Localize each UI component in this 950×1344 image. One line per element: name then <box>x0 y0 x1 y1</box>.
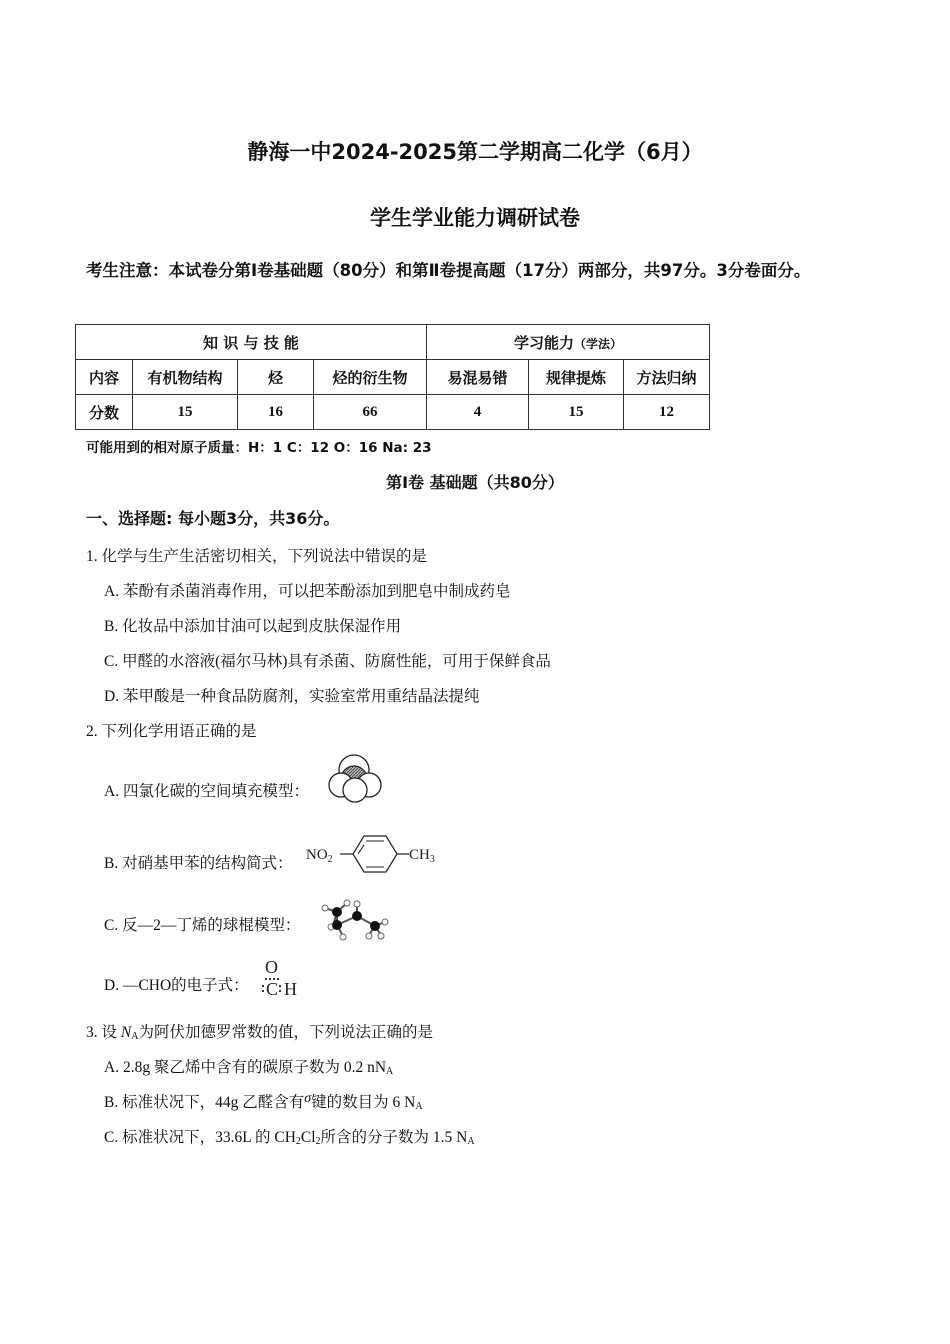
table-group-ability <box>427 325 710 360</box>
score-cell: 4 <box>427 395 529 430</box>
score-table <box>75 324 710 430</box>
nitro-group-label: $NO_2$ <box>306 847 333 865</box>
cho-electron-formula <box>260 955 304 1001</box>
exam-title: 静海一中2024-2025第二学期高二化学（6月） <box>247 140 703 164</box>
p-nitrotoluene-structure <box>306 832 441 874</box>
table-group-ability-note: （学法） <box>574 336 623 351</box>
q3-option-c-text2: Cl <box>300 1129 316 1146</box>
atomic-masses: 可能用到的相对原子质量：H：1 C：12 O：16 Na: 23 <box>86 440 432 456</box>
q3-symbol: N <box>120 1024 132 1041</box>
score-cell: 66 <box>314 395 427 430</box>
q3-option-c-sub1: 2 <box>295 1136 301 1147</box>
q3-option-b <box>104 1090 423 1112</box>
q3-option-c-sub3: A <box>467 1136 475 1147</box>
exam-notice: 考生注意：本试卷分第Ⅰ卷基础题（80分）和第Ⅱ卷提高题（17分）两部分，共97分。3分卷面分。 <box>86 261 811 280</box>
q3-option-a-text: A. 2.8g 聚乙烯中含有的碳原子数为 0.2 nN <box>104 1059 387 1076</box>
q3-option-a-sub: A <box>386 1066 394 1077</box>
q3-option-c-text3: 所含的分子数为 1.5 N <box>320 1129 468 1146</box>
q2-option-a: A. 四氯化碳的空间填充模型： <box>104 783 309 800</box>
column-header: 有机物结构 <box>133 360 238 395</box>
q3-stem <box>86 1020 433 1042</box>
score-cell: 15 <box>133 395 238 430</box>
score-cell: 15 <box>529 395 624 430</box>
row-label-content: 内容 <box>76 360 133 395</box>
q2-option-c: C. 反—2—丁烯的球棍模型： <box>104 917 301 934</box>
table-group-ability-label: 学习能力 <box>513 333 574 352</box>
electron-formula-oxygen: O <box>265 957 278 977</box>
q3-option-b-sub: A <box>415 1101 423 1112</box>
sigma-symbol: σ <box>304 1091 312 1106</box>
electron-formula-hydrogen: H <box>284 979 297 999</box>
part1-title: 第Ⅰ卷 基础题（共80分） <box>386 473 564 492</box>
column-header: 烃 <box>238 360 314 395</box>
trans-2-butene-ball-stick-model <box>313 895 391 945</box>
column-header: 规律提炼 <box>529 360 624 395</box>
methyl-group-label: $CH_3$ <box>409 847 435 865</box>
column-header: 方法归纳 <box>624 360 710 395</box>
q3-stem-prefix: 3. 设 <box>86 1024 118 1041</box>
column-header: 烃的衍生物 <box>314 360 427 395</box>
q3-option-b-text1: B. 标准状况下，44g 乙醛含有 <box>104 1094 305 1111</box>
q3-option-c-sub2: 2 <box>315 1136 321 1147</box>
q3-stem-suffix: 为阿伏加德罗常数的值，下列说法正确的是 <box>138 1024 433 1041</box>
q1-option-b: B. 化妆品中添加甘油可以起到皮肤保湿作用 <box>104 618 402 635</box>
ccl4-space-filling-model <box>322 750 386 804</box>
score-cell: 16 <box>238 395 314 430</box>
q3-option-c-text1: C. 标准状况下，33.6L 的 CH <box>104 1129 296 1146</box>
score-cell: 12 <box>624 395 710 430</box>
q3-option-a <box>104 1055 393 1077</box>
q3-option-b-text2: 键的数目为 6 N <box>311 1094 416 1111</box>
q2-stem: 2. 下列化学用语正确的是 <box>86 723 257 740</box>
table-group-knowledge: 知 识 与 技 能 <box>76 325 427 360</box>
q1-option-a: A. 苯酚有杀菌消毒作用，可以把苯酚添加到肥皂中制成药皂 <box>104 583 511 600</box>
row-label-score: 分数 <box>76 395 133 430</box>
exam-subtitle: 学生学业能力调研试卷 <box>370 206 580 230</box>
q1-option-c: C. 甲醛的水溶液(福尔马林)具有杀菌、防腐性能，可用于保鲜食品 <box>104 653 551 670</box>
column-header: 易混易错 <box>427 360 529 395</box>
q1-stem: 1. 化学与生产生活密切相关，下列说法中错误的是 <box>86 548 428 565</box>
section1-title: 一、选择题: 每小题3分，共36分。 <box>86 509 340 528</box>
q3-option-c <box>104 1125 475 1147</box>
electron-formula-carbon: C <box>266 979 279 999</box>
q1-option-d: D. 苯甲酸是一种食品防腐剂，实验室常用重结晶法提纯 <box>104 688 480 705</box>
q2-option-b: B. 对硝基甲苯的结构简式： <box>104 855 293 872</box>
q3-symbol-sub: A <box>131 1031 139 1042</box>
q2-option-d: D. —CHO的电子式： <box>104 977 249 994</box>
